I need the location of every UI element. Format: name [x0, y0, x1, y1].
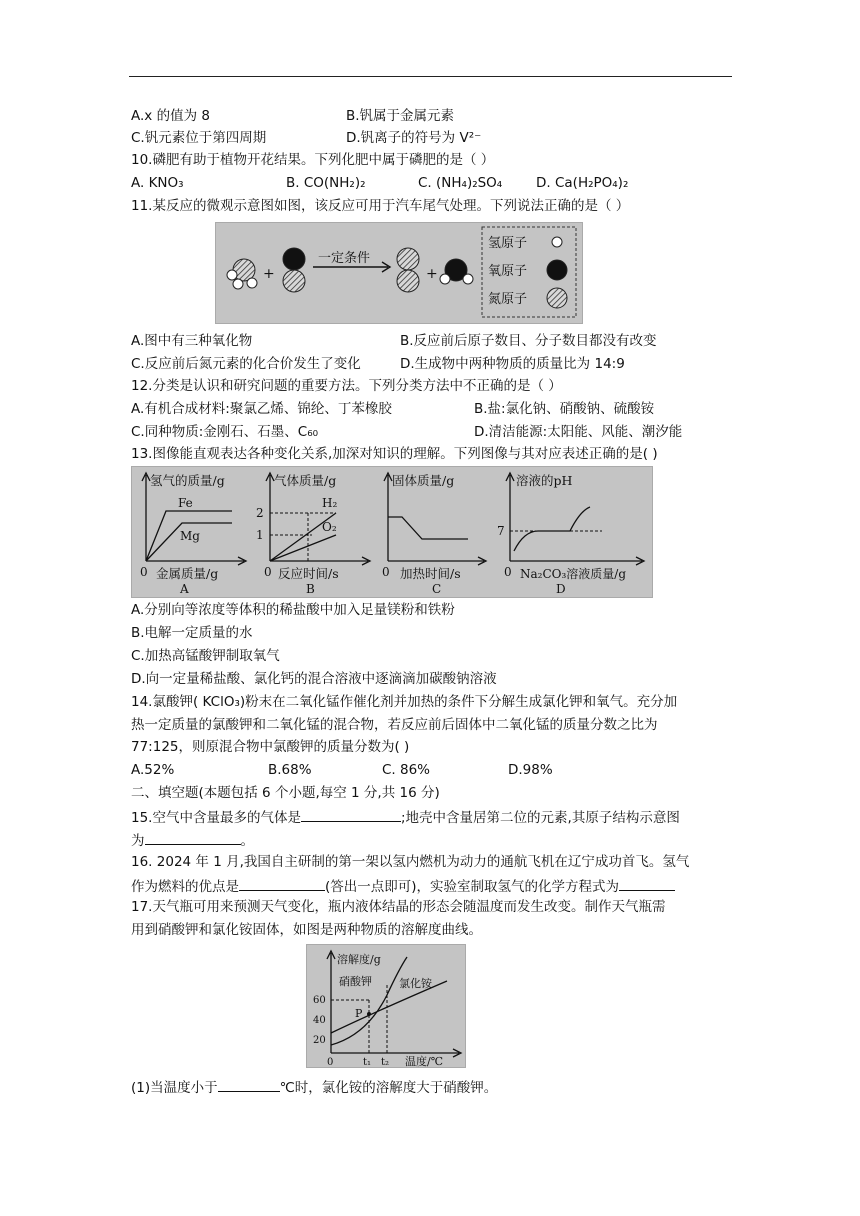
q10-option-c: C. (NH₄)₂SO₄ — [418, 175, 503, 191]
graph-b-tick-high: 2 — [256, 506, 264, 520]
n-atom — [397, 270, 419, 292]
legend-h-label: 氢原子 — [488, 236, 528, 251]
solubility-origin: 0 — [327, 1057, 334, 1067]
q15-blank-2[interactable] — [145, 830, 241, 845]
graph-b-origin: 0 — [264, 565, 272, 579]
q12-option-c: C.同种物质:金刚石、石墨、C₆₀ — [131, 424, 319, 440]
graph-c — [382, 473, 486, 596]
graph-b-ylabel: 气体质量/g — [274, 473, 337, 488]
q13-option-b: B.电解一定质量的水 — [131, 625, 253, 641]
q13-option-c: C.加热高锰酸钾制取氧气 — [131, 648, 280, 664]
plus-sign: + — [263, 266, 275, 282]
q13-graphs-svg — [132, 467, 652, 597]
q17-solubility-svg — [307, 945, 465, 1067]
q11-stem: 11.某反应的微观示意图如图，该反应可用于汽车尾气处理。下列说法正确的是（ ） — [131, 198, 630, 214]
legend-o-atom — [547, 260, 567, 280]
q16-blank-2[interactable] — [619, 876, 675, 891]
q13-option-a: A.分别向等浓度等体积的稀盐酸中加入足量镁粉和铁粉 — [131, 602, 455, 618]
q12-option-d: D.清洁能源:太阳能、风能、潮汐能 — [474, 424, 683, 440]
plus-sign: + — [426, 266, 438, 282]
series-kno3-label: 硝酸钾 — [339, 975, 372, 988]
q15-line-2 — [131, 830, 254, 850]
q16-text-a: 作为燃料的优点是 — [131, 879, 239, 895]
graph-d-xlabel: Na₂CO₃溶液质量/g — [520, 567, 627, 581]
legend-o-label: 氧原子 — [488, 264, 528, 279]
q11-reaction-figure — [215, 222, 583, 324]
n-atom — [283, 270, 305, 292]
q17-solubility-figure — [306, 944, 466, 1068]
q10-option-b: B. CO(NH₂)₂ — [286, 175, 366, 191]
graph-b-letter: B — [306, 582, 315, 596]
q11-reaction-svg — [216, 223, 582, 323]
q16-line-2 — [131, 876, 675, 896]
q9-option-b: B.钒属于金属元素 — [346, 108, 455, 124]
q9-option-c: C.钒元素位于第四周期 — [131, 130, 267, 146]
q9-option-d: D.钒离子的符号为 V²⁻ — [346, 130, 482, 146]
q9-option-a: A.x 的值为 8 — [131, 108, 210, 124]
q15-prefix: 为 — [131, 833, 145, 849]
graph-b — [256, 473, 370, 596]
graph-c-letter: C — [432, 582, 442, 596]
tick-20: 20 — [313, 1035, 326, 1046]
q13-stem: 13.图像能直观表达各种变化关系,加深对知识的理解。下列图像与其对应表述正确的是( ) — [131, 446, 658, 462]
q15-question-b: ;地壳中含量居第二位的元素,其原子结构示意图 — [400, 810, 680, 826]
series-nh4cl-label: 氯化铵 — [399, 977, 432, 990]
graph-a-xlabel: 金属质量/g — [156, 566, 219, 581]
q15-question-a: 15.空气中含量最多的气体是 — [131, 810, 301, 826]
q11-option-c: C.反应前后氮元素的化合价发生了变化 — [131, 356, 361, 372]
graph-d-ylabel: 溶液的pH — [516, 473, 573, 488]
h-atom — [227, 270, 237, 280]
q17-blank-1[interactable] — [218, 1077, 280, 1092]
section-2-heading: 二、填空题(本题包括 6 个小题,每空 1 分,共 16 分) — [131, 785, 440, 801]
h-atom — [440, 274, 450, 284]
tick-40: 40 — [313, 1015, 326, 1026]
q16-line-1: 16. 2024 年 1 月,我国自主研制的第一架以氢内燃机为动力的通航飞机在辽宁成功首飞。氢气 — [131, 854, 690, 870]
q16-text-b: (答出一点即可)，实验室制取氢气的化学方程式为 — [325, 879, 620, 895]
q15-blank-1[interactable] — [301, 807, 401, 822]
graph-b-series1: H₂ — [322, 496, 338, 510]
q14-line-1: 14.氯酸钾( KClO₃)粉末在二氧化锰作催化剂并加热的条件下分解生成氯化钾和氧气。充分加 — [131, 694, 678, 710]
graph-c-ylabel: 固体质量/g — [392, 473, 455, 488]
q14-option-b: B.68% — [268, 762, 312, 778]
graph-d — [497, 473, 644, 596]
graph-a-ylabel: 氢气的质量/g — [150, 473, 225, 488]
graph-d-tick: 7 — [497, 524, 505, 538]
graph-b-xlabel: 反应时间/s — [278, 566, 339, 581]
o-atom — [283, 248, 305, 270]
graph-d-letter: D — [556, 582, 566, 596]
graph-d-origin: 0 — [504, 565, 512, 579]
q14-option-a: A.52% — [131, 762, 175, 778]
tick-t1: t₁ — [363, 1057, 372, 1067]
q14-line-2: 热一定质量的氯酸钾和二氧化锰的混合物，若反应前后固体中二氧化锰的质量分数之比为 — [131, 717, 658, 733]
q10-option-a: A. KNO₃ — [131, 175, 184, 191]
graph-a-series1: Fe — [178, 496, 193, 510]
graph-a-series2: Mg — [180, 529, 200, 543]
h-atom — [233, 279, 243, 289]
q14-option-c: C. 86% — [382, 762, 431, 778]
q15-suffix: 。 — [240, 833, 254, 849]
graph-b-tick-low: 1 — [256, 528, 264, 542]
q10-option-d: D. Ca(H₂PO₄)₂ — [536, 175, 629, 191]
q12-stem: 12.分类是认识和研究问题的重要方法。下列分类方法中不正确的是（ ） — [131, 378, 562, 394]
q11-option-d: D.生成物中两种物质的质量比为 14:9 — [400, 356, 625, 372]
point-p-label: P — [355, 1007, 363, 1020]
tick-60: 60 — [313, 995, 326, 1006]
n-atom — [397, 248, 419, 270]
q14-line-3: 77:125，则原混合物中氯酸钾的质量分数为( ) — [131, 739, 410, 755]
q12-option-a: A.有机合成材料:聚氯乙烯、锦纶、丁苯橡胶 — [131, 401, 392, 417]
q17-sub-1-text-b: ℃时，氯化铵的溶解度大于硝酸钾。 — [279, 1080, 498, 1096]
legend-h-atom — [552, 237, 562, 247]
header-rule — [129, 76, 732, 77]
graph-a-letter: A — [180, 582, 189, 596]
graph-a-origin: 0 — [140, 565, 148, 579]
q13-graphs-figure — [131, 466, 653, 598]
solubility-xlabel: 温度/℃ — [405, 1055, 444, 1067]
point-p-marker — [367, 1012, 371, 1016]
legend-n-atom — [547, 288, 567, 308]
h-atom — [463, 274, 473, 284]
h-atom — [247, 278, 257, 288]
q12-option-b: B.盐:氯化钠、硝酸钠、硫酸铵 — [474, 401, 655, 417]
graph-a — [140, 473, 246, 596]
graph-b-series2: O₂ — [322, 520, 337, 534]
q17-line-1: 17.天气瓶可用来预测天气变化，瓶内液体结晶的形态会随温度而发生改变。制作天气瓶需 — [131, 899, 666, 915]
graph-c-origin: 0 — [382, 565, 390, 579]
q17-sub-1 — [131, 1077, 497, 1097]
tick-t2: t₂ — [381, 1057, 390, 1067]
q15-line-1 — [131, 807, 680, 827]
q10-stem: 10.磷肥有助于植物开花结果。下列化肥中属于磷肥的是（ ） — [131, 152, 495, 168]
legend-n-label: 氮原子 — [488, 292, 528, 307]
q11-option-a: A.图中有三种氧化物 — [131, 333, 253, 349]
q16-blank-1[interactable] — [239, 876, 325, 891]
graph-c-xlabel: 加热时间/s — [400, 566, 461, 581]
q11-option-b: B.反应前后原子数目、分子数目都没有改变 — [400, 333, 657, 349]
arrow-label: 一定条件 — [318, 251, 371, 266]
q14-option-d: D.98% — [508, 762, 553, 778]
q17-sub-1-text-a: (1)当温度小于 — [131, 1080, 218, 1096]
q17-line-2: 用到硝酸钾和氯化铵固体，如图是两种物质的溶解度曲线。 — [131, 922, 482, 938]
q13-option-d: D.向一定量稀盐酸、氯化钙的混合溶液中逐滴滴加碳酸钠溶液 — [131, 671, 497, 687]
solubility-ylabel: 溶解度/g — [337, 953, 381, 966]
